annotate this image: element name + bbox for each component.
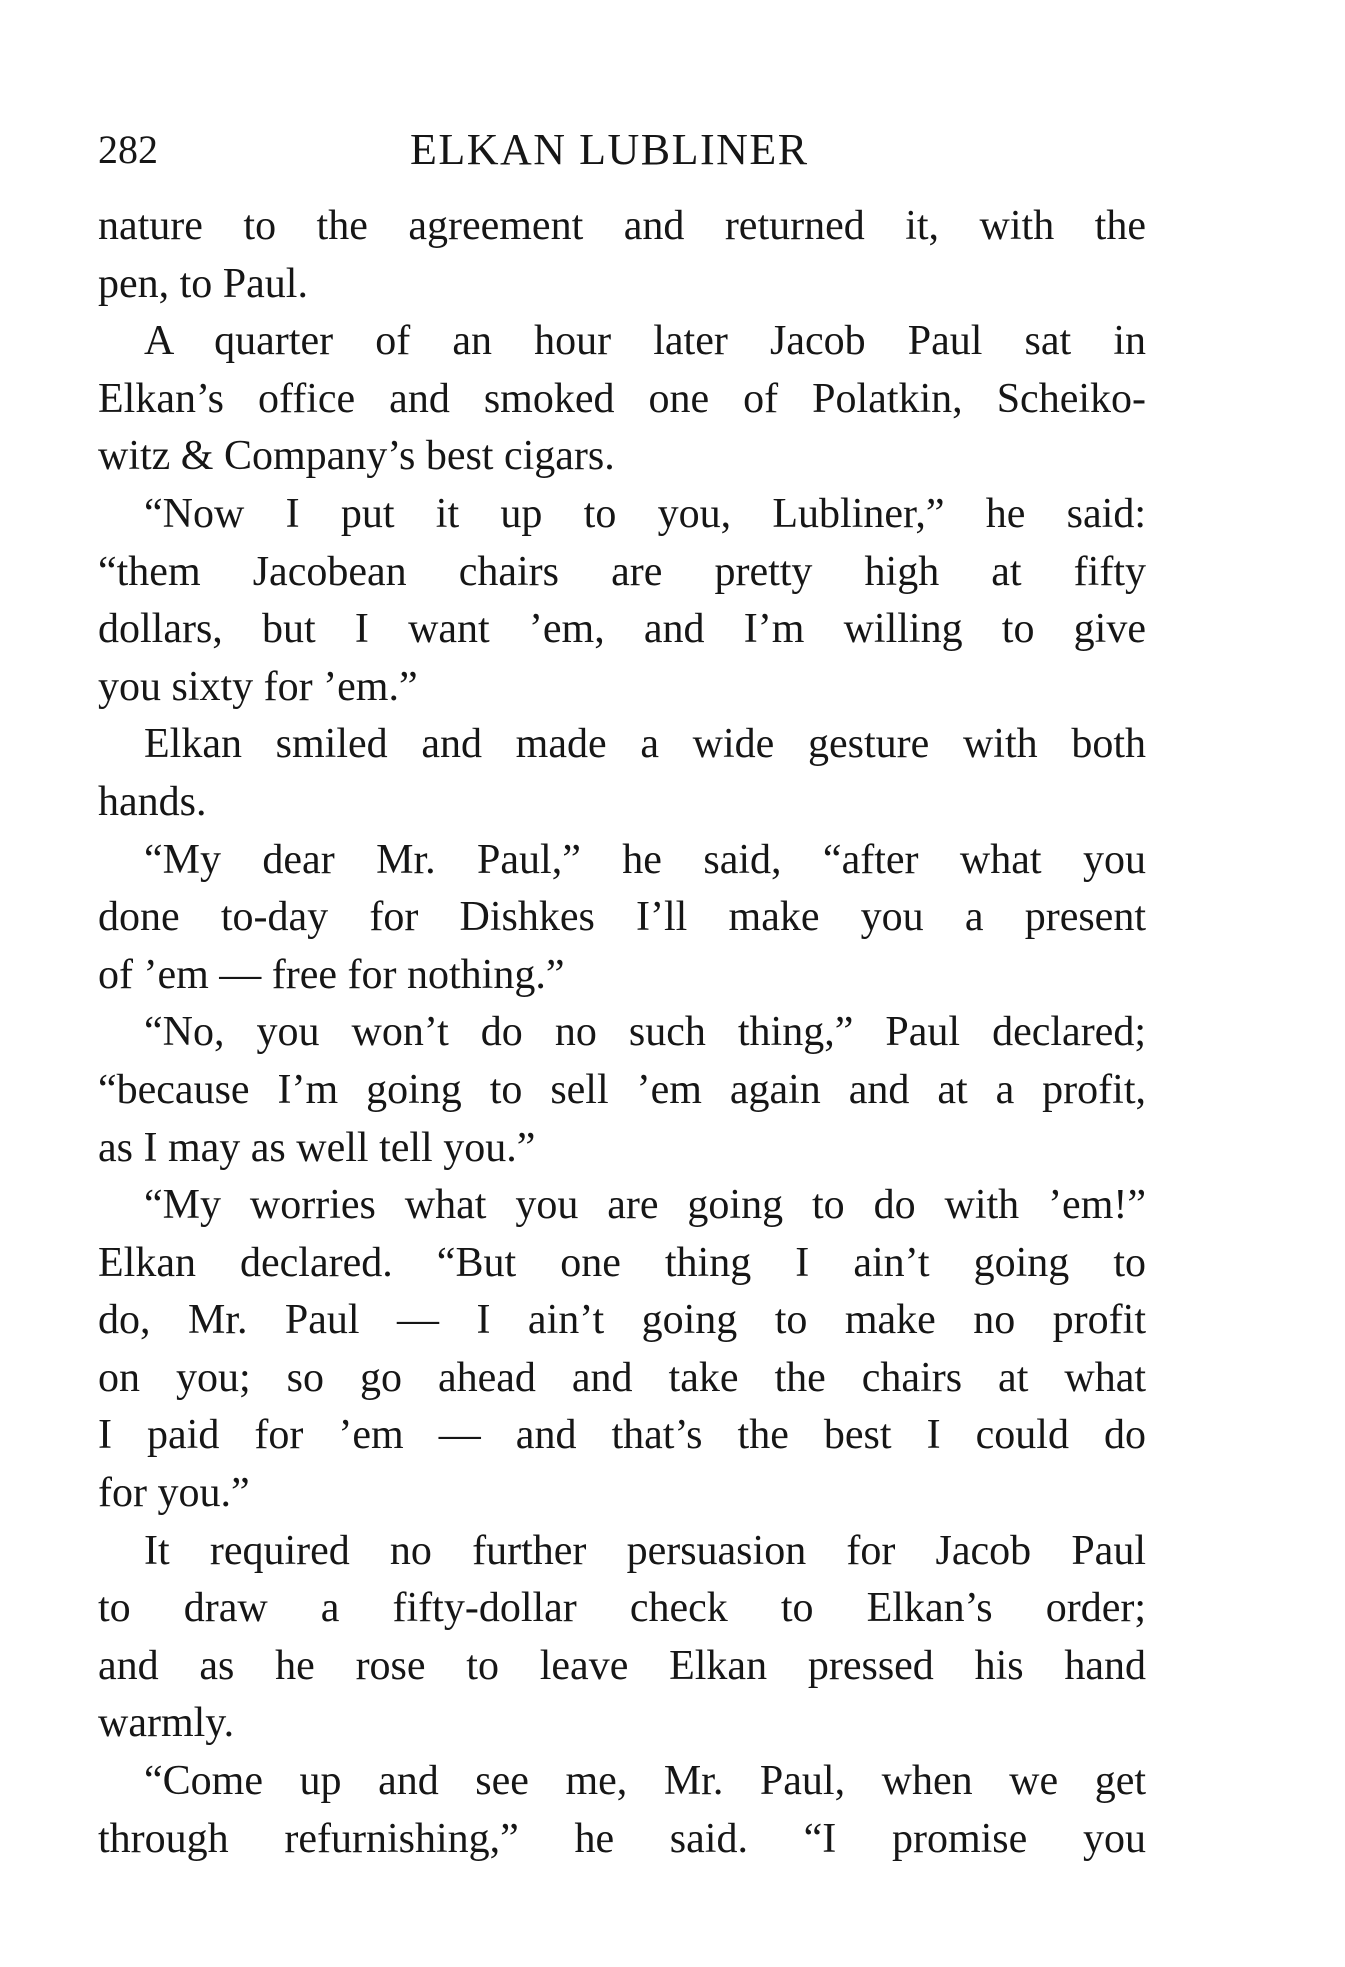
text-line: “them Jacobean chairs are pretty high at fifty <box>98 548 1146 595</box>
text-line: “No, you won’t do no such thing,” Paul declared; <box>144 1009 1146 1056</box>
text-line: of ’em — free for nothing.” <box>98 951 565 998</box>
text-line: A quarter of an hour later Jacob Paul sat in <box>144 318 1146 365</box>
running-head: ELKAN LUBLINER <box>410 125 809 174</box>
text-line: to draw a fifty-dollar check to Elkan’s order; <box>98 1585 1146 1632</box>
text-line: Elkan smiled and made a wide gesture with both <box>144 721 1146 768</box>
text-line: witz & Company’s best cigars. <box>98 433 615 480</box>
text-line: dollars, but I want ’em, and I’m willing to give <box>98 606 1146 653</box>
text-line: “Now I put it up to you, Lubliner,” he said: <box>144 490 1146 537</box>
text-line: I paid for ’em — and that’s the best I could do <box>98 1412 1146 1459</box>
text-line: do, Mr. Paul — I ain’t going to make no profit <box>98 1297 1146 1344</box>
text-line: Elkan declared. “But one thing I ain’t going to <box>98 1239 1146 1286</box>
text-line: nature to the agreement and returned it, with the <box>98 203 1146 249</box>
text-line: “Come up and see me, Mr. Paul, when we get <box>144 1758 1146 1805</box>
text-line: “because I’m going to sell ’em again and at a profit, <box>98 1066 1146 1113</box>
body-text <box>98 198 1146 1868</box>
text-line: hands. <box>98 778 207 825</box>
page-number: 282 <box>98 127 158 172</box>
text-line: through refurnishing,” he said. “I promise you <box>98 1815 1146 1862</box>
text-line: as I may as well tell you.” <box>98 1124 536 1171</box>
text-line: Elkan’s office and smoked one of Polatkin, Scheiko- <box>98 375 1146 422</box>
text-line: “My dear Mr. Paul,” he said, “after what you <box>144 836 1146 883</box>
text-line: and as he rose to leave Elkan pressed his hand <box>98 1642 1146 1689</box>
text-line: on you; so go ahead and take the chairs at what <box>98 1354 1146 1401</box>
text-line: you sixty for ’em.” <box>98 663 418 710</box>
text-line: warmly. <box>98 1700 235 1747</box>
text-line: for you.” <box>98 1470 250 1517</box>
page-header <box>98 120 1148 180</box>
text-line: pen, to Paul. <box>98 260 308 307</box>
text-line: It required no further persuasion for Jacob Paul <box>144 1527 1146 1574</box>
text-line: “My worries what you are going to do with ’em!” <box>144 1182 1146 1229</box>
text-line: done to-day for Dishkes I’ll make you a present <box>98 894 1146 941</box>
